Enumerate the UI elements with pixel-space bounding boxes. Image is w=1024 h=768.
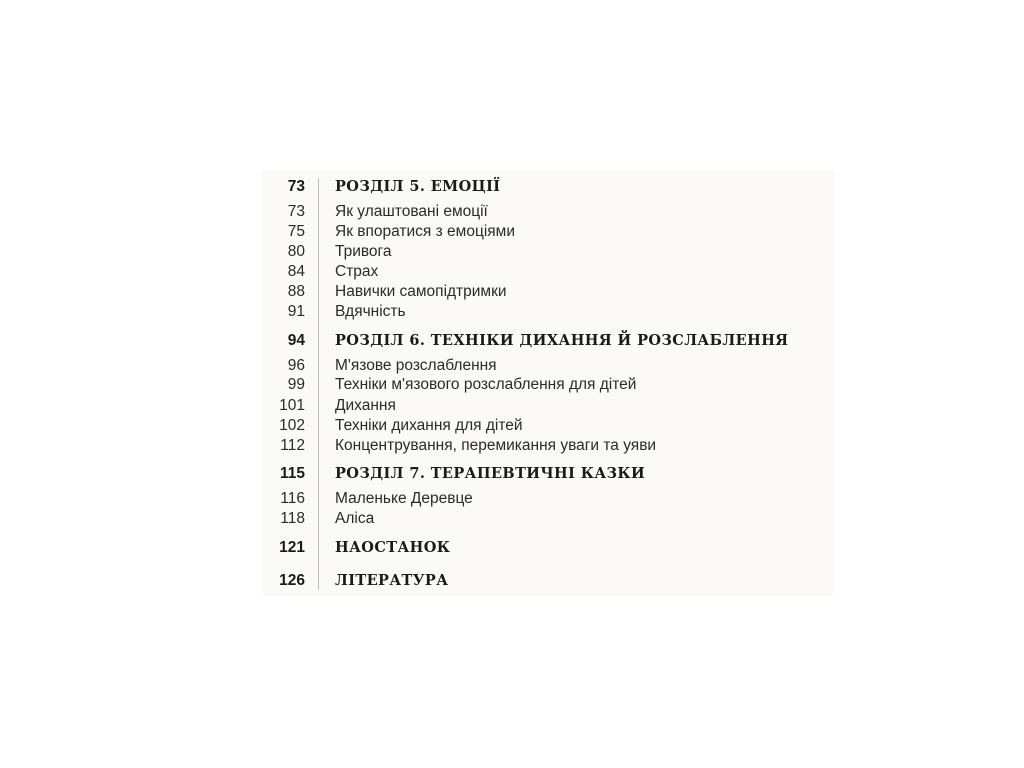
toc-page-number: 94 [287,332,305,349]
toc-section-title: Техніки дихання для дітей [335,417,523,434]
toc-page-number: 73 [287,178,305,195]
toc-entry [262,262,834,282]
toc-section-title: Концентрування, перемикання уваги та уяви [335,437,657,454]
toc-section-title: Тривога [335,243,392,260]
toc-entry [262,242,834,262]
toc-entry [262,282,834,302]
toc-page-number: 112 [280,437,305,454]
toc-entry [262,302,834,322]
toc-section-title: Навички самопідтримки [335,283,507,300]
toc-entry [262,202,834,222]
table-of-contents [262,0,834,768]
toc-page-number: 96 [287,357,305,374]
toc-entry [262,416,834,436]
toc-page-number: 126 [279,572,305,589]
toc-page-number: 116 [280,490,305,507]
toc-page-number: 91 [287,303,305,320]
toc-section-title: Як впоратися з емоціями [335,223,515,240]
toc-page-number: 101 [279,397,305,414]
toc-entry-literature [262,571,834,591]
toc-section-title: Аліса [335,510,375,527]
toc-page-number: 88 [287,283,305,300]
toc-page-number: 99 [287,376,305,393]
toc-section-title: Маленьке Деревце [335,490,473,507]
toc-chapter-title: РОЗДІЛ 5. ЕМОЦІЇ [335,178,501,195]
toc-entry [262,509,834,529]
toc-section-title: Техніки м'язового розслаблення для дітей [335,376,637,393]
toc-page-number: 121 [279,539,305,556]
toc-page-number: 115 [279,465,305,482]
toc-section-title: Вдячність [335,303,406,320]
toc-entry-chapter-6 [262,331,834,351]
toc-page-number: 118 [280,510,305,527]
toc-entry [262,489,834,509]
toc-entry-chapter-7 [262,464,834,484]
toc-section-title: М'язове розслаблення [335,357,497,374]
toc-chapter-title: РОЗДІЛ 6. ТЕХНІКИ ДИХАННЯ Й РОЗСЛАБЛЕННЯ [335,332,789,349]
toc-entry-chapter-5 [262,177,834,197]
toc-page-number: 102 [279,417,305,434]
toc-entry-afterword [262,538,834,558]
toc-section-title: Страх [335,263,379,280]
toc-page-number: 80 [287,243,305,260]
toc-chapter-title: НАОСТАНОК [335,539,451,556]
toc-page-number: 73 [287,203,305,220]
toc-entry [262,222,834,242]
toc-chapter-title: ЛІТЕРАТУРА [335,572,449,589]
toc-entry [262,375,834,395]
toc-entry [262,356,834,376]
toc-section-title: Як улаштовані емоції [335,203,488,220]
toc-page-number: 75 [287,223,305,240]
toc-chapter-title: РОЗДІЛ 7. ТЕРАПЕВТИЧНІ КАЗКИ [335,465,646,482]
toc-section-title: Дихання [335,397,396,414]
toc-entry [262,396,834,416]
toc-page-number: 84 [287,263,305,280]
toc-entry [262,436,834,456]
